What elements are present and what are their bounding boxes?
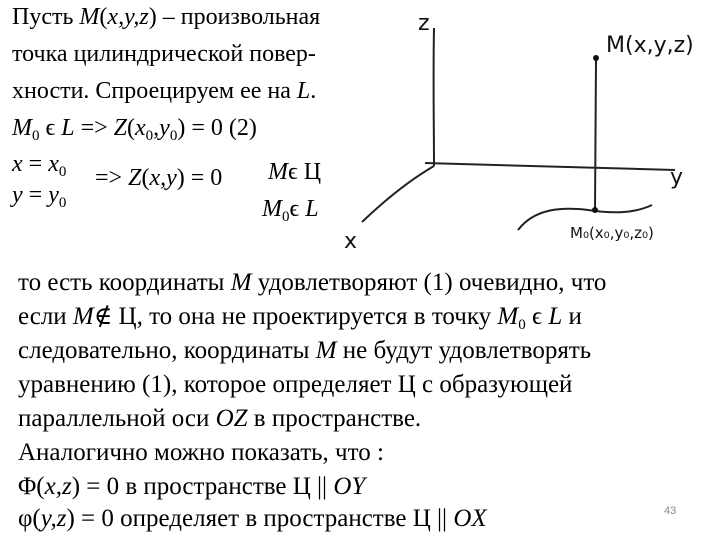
var-M: M — [262, 196, 282, 222]
text-fragment: Ц, то она не проектируется в точку — [112, 303, 498, 330]
axis-OY: OY — [333, 473, 366, 500]
text-fragment: => — [95, 165, 129, 191]
page-number: 43 — [664, 505, 677, 517]
body-line-7 — [18, 472, 365, 502]
point-M-dot — [593, 55, 599, 61]
point-M-label: M(x,y,z) — [606, 33, 694, 58]
text-fragment: , — [153, 115, 160, 141]
text-fragment: уравнению (1), которое определяет Ц с образующей — [18, 371, 573, 398]
vars-yz: y,z — [40, 505, 67, 532]
point-M0-dot — [592, 207, 598, 213]
axis-z-label: z — [418, 11, 430, 36]
text-line-6 — [12, 180, 66, 210]
var-M: M — [72, 303, 94, 330]
y-axis-line — [425, 163, 675, 170]
text-fragment: ( — [99, 4, 108, 30]
body-line-8 — [18, 504, 487, 534]
text-fragment: . — [310, 78, 317, 104]
text-fragment: = — [22, 151, 49, 177]
subscript: 0 — [169, 128, 178, 144]
text-fragment: ) = 0 определяет в пространстве Ц || — [66, 505, 454, 532]
var-M: M — [315, 337, 337, 364]
text-line-2 — [12, 39, 316, 69]
text-fragment: ( — [141, 165, 150, 191]
text-fragment: то есть координаты — [18, 269, 231, 296]
text-fragment: ) = 0 в пространстве Ц || — [71, 473, 334, 500]
var-y: y — [12, 182, 23, 208]
text-fragment: ϵ — [289, 196, 306, 222]
axis-OX: OX — [453, 505, 487, 532]
var-M: M — [230, 269, 252, 296]
point-M0-label: M₀(x₀,y₀,z₀) — [570, 224, 654, 242]
text-fragment: в пространстве. — [247, 405, 422, 432]
var-L: L — [305, 196, 319, 222]
var-x: x — [48, 151, 59, 177]
text-fragment: ϵ Ц — [288, 159, 322, 185]
text-fragment: и — [562, 303, 582, 330]
text-line-3 — [12, 76, 316, 106]
text-fragment: следовательно, координаты — [18, 337, 316, 364]
subscript: 0 — [58, 195, 67, 211]
func-Z: Z — [128, 165, 142, 191]
var-L: L — [61, 115, 75, 141]
vars-xy: x,y — [149, 165, 177, 191]
text-fragment: Φ( — [18, 473, 45, 500]
func-Z: Z — [113, 115, 128, 141]
generatrix-line — [595, 60, 596, 210]
text-fragment: ) = 0 (2) — [177, 115, 257, 141]
text-fragment: хности. Спроецируем ее на — [12, 78, 297, 104]
subscript: 0 — [58, 164, 67, 180]
text-fragment: если — [18, 303, 73, 330]
text-fragment: не будут удовлетворять — [336, 337, 592, 364]
not-in-symbol: ∉ — [93, 303, 113, 330]
text-fragment: ϵ — [39, 115, 62, 141]
vars-xz: x,z — [44, 473, 72, 500]
var-L: L — [296, 78, 311, 104]
text-fragment: ) – произвольная — [148, 4, 321, 30]
x-axis-line — [362, 166, 434, 222]
text-fragment: точка цилиндрической повер- — [12, 41, 316, 67]
var-y: y — [48, 182, 59, 208]
text-fragment: ϵ — [525, 303, 549, 330]
text-fragment: ) = 0 — [176, 165, 223, 191]
subscript: 0 — [282, 209, 290, 225]
axis-x-label: x — [344, 229, 358, 254]
text-line-5 — [12, 149, 66, 179]
var-y: y — [159, 115, 170, 141]
vars-xyz: x,y,z — [107, 4, 149, 30]
text-fragment: удовлетворяют (1) очевидно, что — [251, 269, 607, 296]
var-M: M — [497, 303, 519, 330]
var-L: L — [548, 303, 563, 330]
m0-in-l — [262, 194, 319, 224]
text-fragment: параллельной оси — [18, 405, 216, 432]
text-line-4 — [12, 113, 257, 143]
var-M: M — [12, 115, 32, 141]
body-line-6 — [18, 438, 384, 468]
subscript: 0 — [32, 128, 40, 144]
var-M: M — [268, 159, 288, 185]
subscript: 0 — [518, 317, 526, 333]
var-M: M — [79, 4, 100, 30]
axis-OZ: OZ — [215, 405, 248, 432]
var-x: x — [12, 151, 23, 177]
text-fragment: => — [74, 115, 114, 141]
text-fragment: Аналогично можно показать, что : — [18, 439, 384, 466]
body-line-4 — [18, 370, 572, 400]
var-x: x — [135, 115, 146, 141]
coordinate-sketch — [330, 0, 720, 260]
body-line-1 — [18, 268, 606, 298]
text-fragment: φ( — [18, 505, 41, 532]
text-fragment: Пусть — [12, 4, 80, 30]
text-fragment: = — [22, 182, 49, 208]
axis-y-label: y — [670, 165, 684, 190]
implication-line — [95, 163, 222, 193]
text-fragment: ( — [127, 115, 136, 141]
subscript: 0 — [145, 128, 154, 144]
body-line-3 — [18, 336, 591, 366]
text-line-1 — [12, 2, 320, 32]
m-in-surface — [268, 157, 321, 187]
body-line-2 — [18, 302, 582, 332]
body-line-5 — [18, 404, 421, 434]
